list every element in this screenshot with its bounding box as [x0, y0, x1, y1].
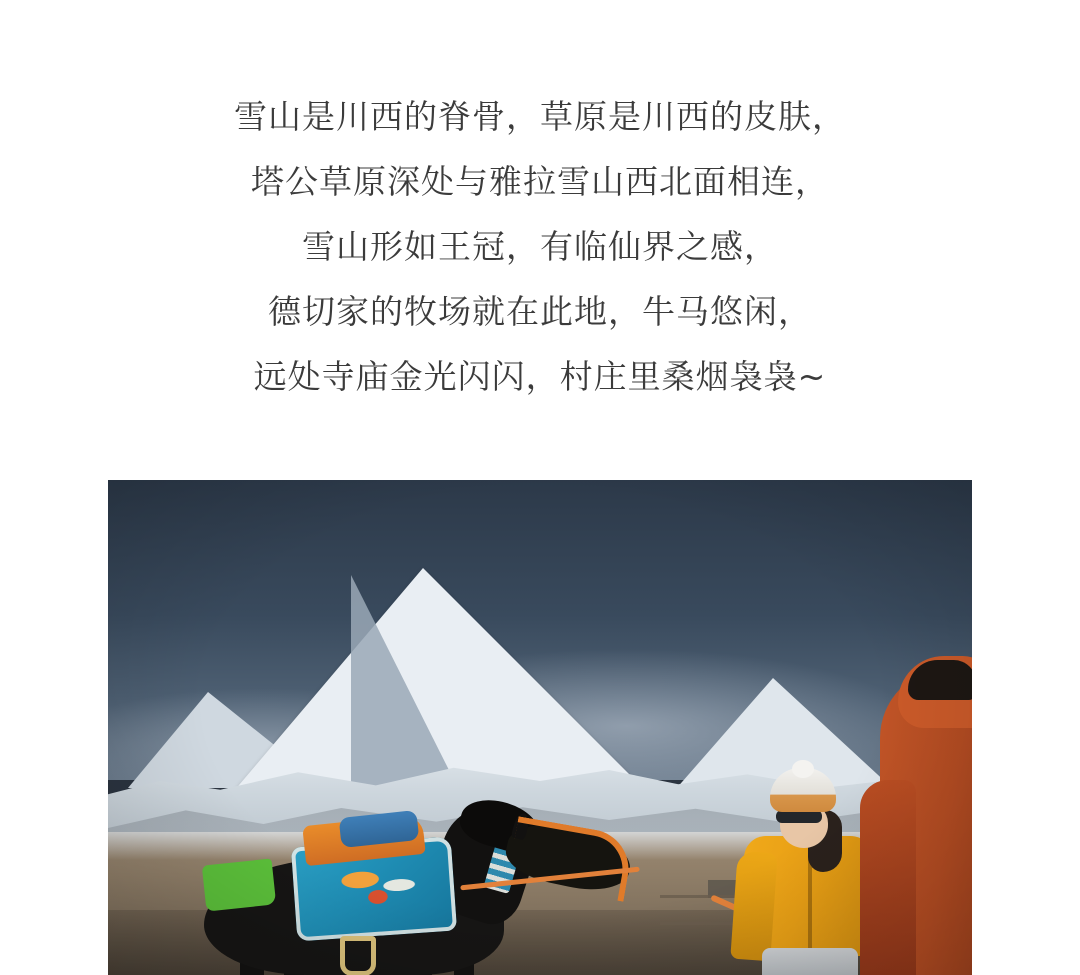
saddle-decoration: [320, 854, 433, 914]
caption-line-5: 远处寺庙金光闪闪，村庄里桑烟袅袅~: [253, 357, 827, 396]
caption-line-4: 德切家的牧场就在此地，牛马悠闲，: [268, 292, 812, 331]
foreground-person-arm: [860, 780, 916, 975]
caption-block: [0, 0, 1080, 409]
photo-container: [108, 480, 972, 975]
woman-arm: [730, 851, 777, 962]
landscape-photo: [108, 480, 972, 975]
foreground-person-hair: [908, 660, 972, 700]
hat-pompom: [792, 760, 814, 778]
main-peak-shadow: [351, 575, 463, 798]
saddle-green-pad: [202, 858, 276, 911]
woman-pants: [762, 948, 858, 975]
caption-line-1: 雪山是川西的脊骨，草原是川西的皮肤，: [234, 97, 846, 136]
caption-line-3: 雪山形如王冠，有临仙界之感，: [302, 227, 778, 266]
saddle-stirrup: [340, 936, 376, 975]
caption-line-2: 塔公草原深处与雅拉雪山西北面相连，: [251, 162, 829, 201]
